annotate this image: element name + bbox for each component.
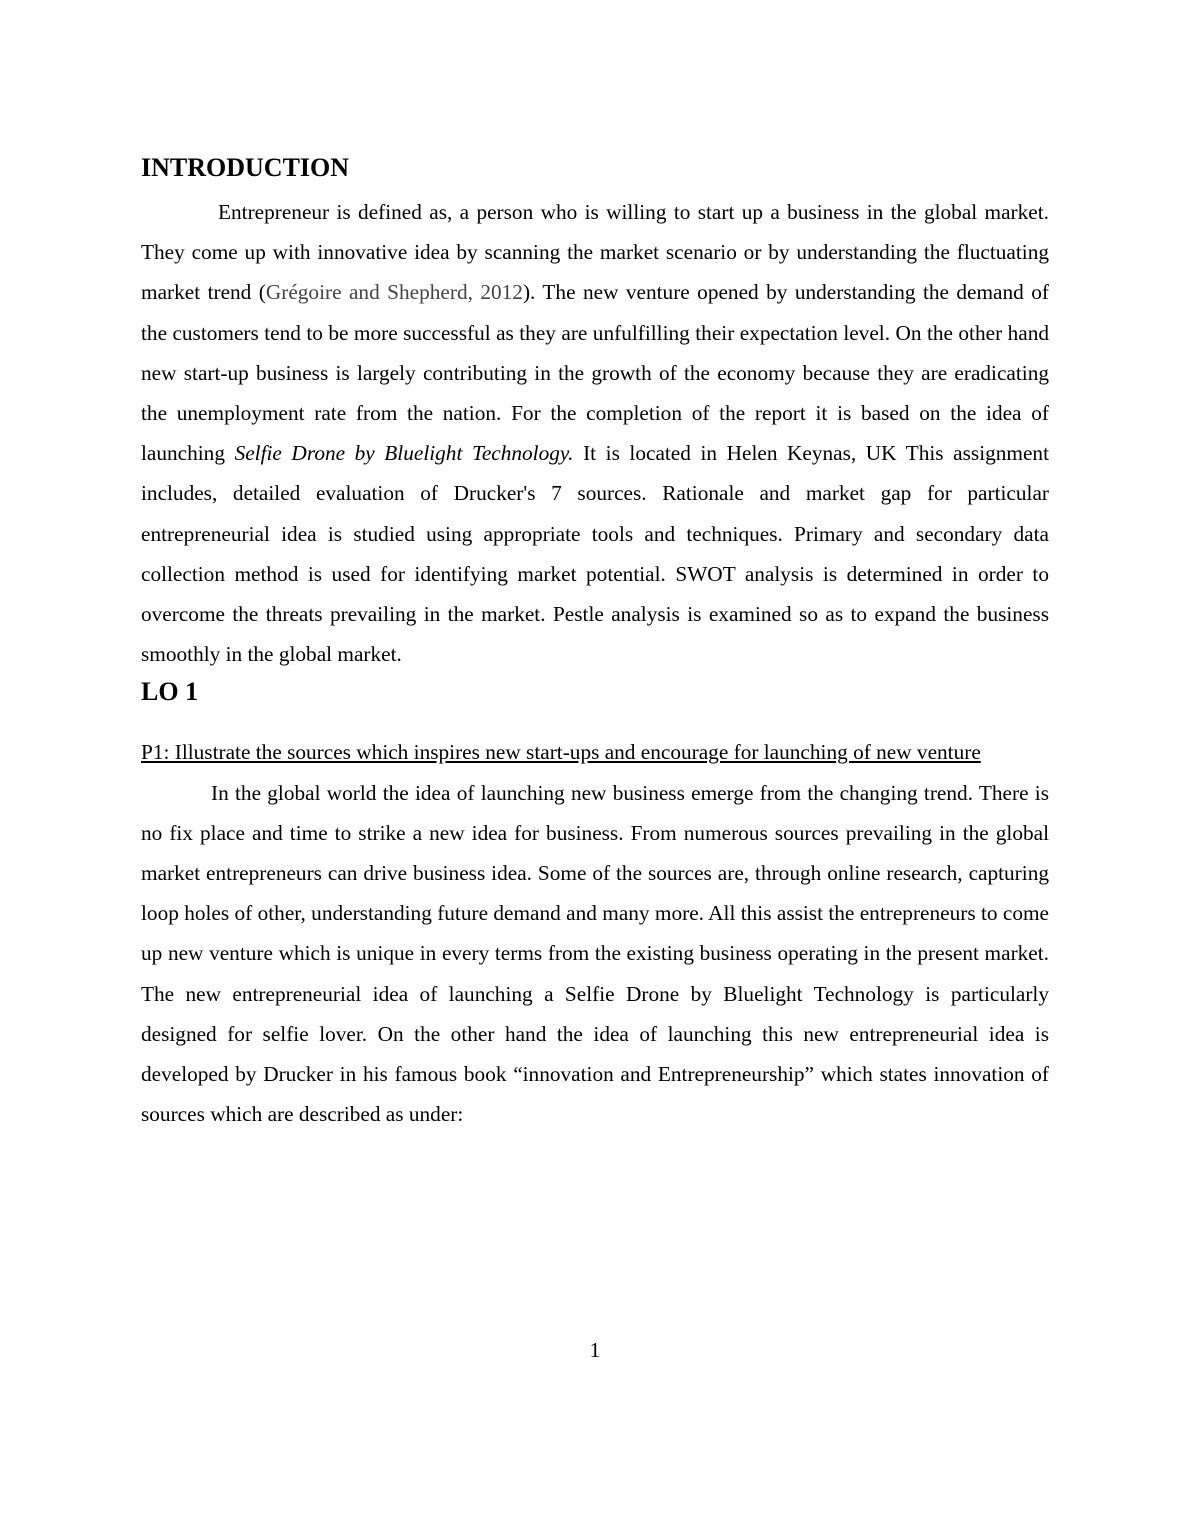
lo1-heading: LO 1 (141, 677, 199, 707)
introduction-paragraph (141, 192, 1049, 674)
page-content (141, 150, 1049, 1134)
task-p1-heading: P1: Illustrate the sources which inspires new start-ups and encourage for launching of new venture (141, 740, 981, 765)
lo1-body-paragraph: In the global world the idea of launching new business emerge from the changing trend. There is no fix place and time to strike a new idea for business. From numerous sources prevailing in the global market entrepreneurs can drive business idea. Some of the sources are, through online research, capturing loop holes of other, understanding future demand and many more. All this assist the entrepreneurs to come up new venture which is unique in every terms from the existing business operating in the present market. The new entrepreneurial idea of launching a Selfie Drone by Bluelight Technology is particularly designed for selfie lover. On the other hand the idea of launching this new entrepreneurial idea is developed by Drucker in his famous book “innovation and Entrepreneurship” which states innovation of sources which are described as under: (141, 780, 1049, 1127)
page-number: 1 (589, 1338, 601, 1362)
introduction-heading: INTRODUCTION (141, 153, 350, 182)
intro-text-part-3: It is located in Helen Keynas, UK This assignment includes, detailed evaluation of Drucker's 7 sources. Rationale and market gap for particular entrepreneurial idea is studied using appropriate tools and techniques. Primary and secondary data collection method is used for identifying market potential. SWOT analysis is determined in order to overcome the threats prevailing in the market. Pestle analysis is examined so as to expand the business smoothly in the global market. (141, 441, 1049, 667)
intro-text-part-2: ). The new venture opened by understanding the demand of the customers tend to be more successful as they are unfulfilling their expectation level. On the other hand new start-up business is largely contributing in the growth of the economy because they are eradicating the unemployment rate from the nation. For the completion of the report it is based on the idea of launching (141, 280, 1049, 466)
citation: Grégoire and Shepherd, 2012 (265, 280, 523, 305)
venture-name: Selfie Drone by Bluelight Technology. (234, 441, 574, 466)
intro-text-part-1: Entrepreneur is defined as, a person who is willing to start up a business in the global market. They come up with innovative idea by scanning the market scenario or by understanding the fluctuating market trend ( (141, 200, 1049, 305)
